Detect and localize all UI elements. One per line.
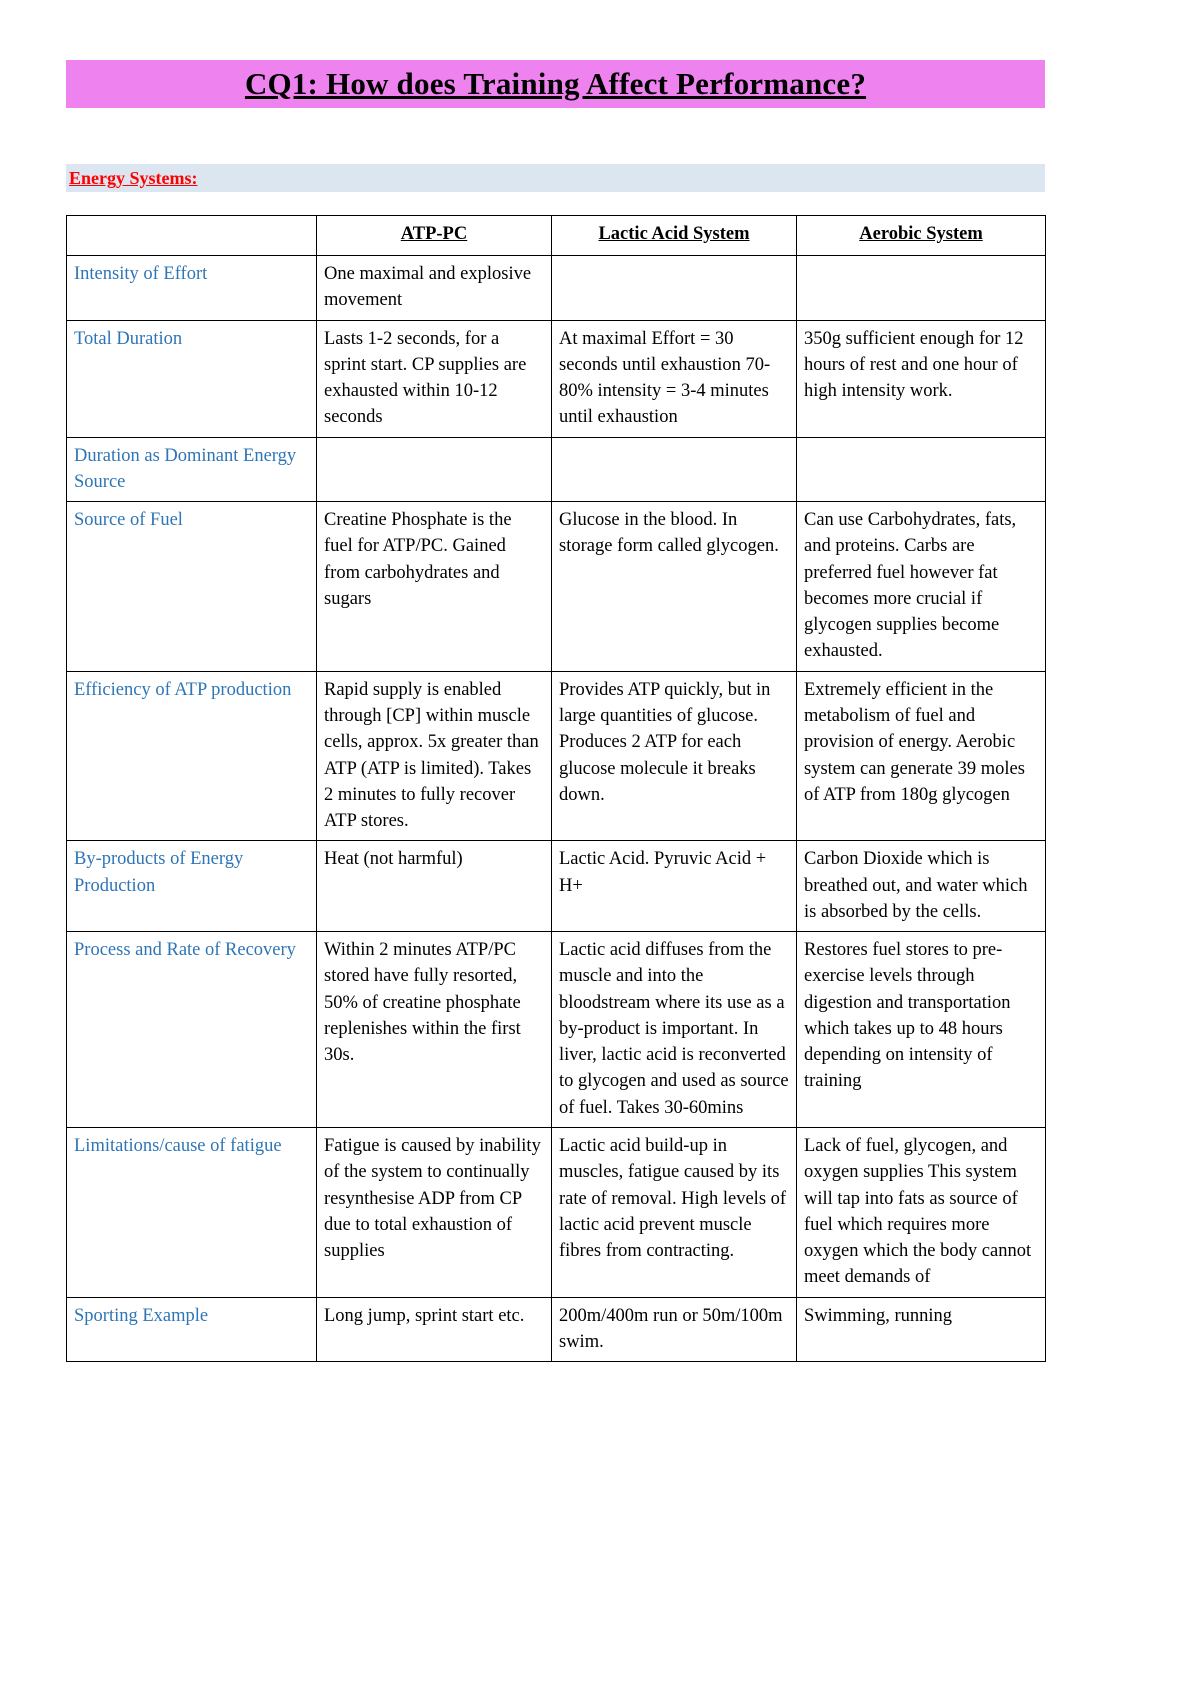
row-label-process-and-rate-of-recovery: Process and Rate of Recovery — [67, 932, 317, 1128]
cell-limitations-aerobic: Lack of fuel, glycogen, and oxygen supplies This system will tap into fats as source of fuel which requires more oxygen which the body cannot meet demands of — [797, 1127, 1046, 1297]
cell-source-of-fuel-atp-pc: Creatine Phosphate is the fuel for ATP/PC. Gained from carbohydrates and sugars — [317, 502, 552, 672]
cell-source-of-fuel-lactic: Glucose in the blood. In storage form called glycogen. — [552, 502, 797, 672]
row-label-limitations-cause-of-fatigue: Limitations/cause of fatigue — [67, 1127, 317, 1297]
table-row — [67, 671, 1046, 841]
cell-sporting-example-lactic: 200m/400m run or 50m/100m swim. — [552, 1297, 797, 1362]
cell-dominant-atp-pc — [317, 437, 552, 502]
cell-by-products-aerobic: Carbon Dioxide which is breathed out, and water which is absorbed by the cells. — [797, 841, 1046, 932]
table-row — [67, 256, 1046, 321]
cell-recovery-atp-pc: Within 2 minutes ATP/PC stored have fully resorted, 50% of creatine phosphate replenishes within the first 30s. — [317, 932, 552, 1128]
row-label-by-products-of-energy-production: By-products of Energy Production — [67, 841, 317, 932]
table-row — [67, 1127, 1046, 1297]
energy-systems-table — [66, 215, 1046, 1362]
cell-efficiency-atp-pc: Rapid supply is enabled through [CP] within muscle cells, approx. 5x greater than ATP (ATP is limited). Takes 2 minutes to fully recover ATP stores. — [317, 671, 552, 841]
cell-intensity-aerobic — [797, 256, 1046, 321]
cell-limitations-lactic: Lactic acid build-up in muscles, fatigue caused by its rate of removal. High levels of lactic acid prevent muscle fibres from contracting. — [552, 1127, 797, 1297]
cell-efficiency-aerobic: Extremely efficient in the metabolism of fuel and provision of energy. Aerobic system can generate 39 moles of ATP from 180g glycogen — [797, 671, 1046, 841]
cell-dominant-aerobic — [797, 437, 1046, 502]
cell-intensity-atp-pc: One maximal and explosive movement — [317, 256, 552, 321]
row-label-intensity-of-effort: Intensity of Effort — [67, 256, 317, 321]
section-heading: Energy Systems: — [69, 167, 198, 188]
cell-sporting-example-aerobic: Swimming, running — [797, 1297, 1046, 1362]
column-header-lactic-acid-system: Lactic Acid System — [552, 216, 797, 256]
cell-limitations-atp-pc: Fatigue is caused by inability of the system to continually resynthesise ADP from CP due to total exhaustion of supplies — [317, 1127, 552, 1297]
column-header-atp-pc: ATP-PC — [317, 216, 552, 256]
table-row — [67, 1297, 1046, 1362]
column-header-blank — [67, 216, 317, 256]
cell-total-duration-lactic: At maximal Effort = 30 seconds until exhaustion 70-80% intensity = 3-4 minutes until exhaustion — [552, 320, 797, 437]
row-label-duration-as-dominant-energy-source: Duration as Dominant Energy Source — [67, 437, 317, 502]
table-row — [67, 932, 1046, 1128]
row-label-source-of-fuel: Source of Fuel — [67, 502, 317, 672]
cell-total-duration-atp-pc: Lasts 1-2 seconds, for a sprint start. CP supplies are exhausted within 10-12 seconds — [317, 320, 552, 437]
cell-recovery-aerobic: Restores fuel stores to pre-exercise levels through digestion and transportation which takes up to 48 hours depending on intensity of training — [797, 932, 1046, 1128]
table-row — [67, 502, 1046, 672]
cell-by-products-atp-pc: Heat (not harmful) — [317, 841, 552, 932]
row-label-total-duration: Total Duration — [67, 320, 317, 437]
page-title: CQ1: How does Training Affect Performance? — [244, 66, 867, 101]
cell-sporting-example-atp-pc: Long jump, sprint start etc. — [317, 1297, 552, 1362]
cell-source-of-fuel-aerobic: Can use Carbohydrates, fats, and proteins. Carbs are preferred fuel however fat becomes more crucial if glycogen supplies become exhausted. — [797, 502, 1046, 672]
section-heading-banner — [66, 164, 1045, 192]
column-header-aerobic-system: Aerobic System — [797, 216, 1046, 256]
table-row — [67, 437, 1046, 502]
table-row — [67, 320, 1046, 437]
table-row — [67, 841, 1046, 932]
table-header-row — [67, 216, 1046, 256]
cell-recovery-lactic: Lactic acid diffuses from the muscle and into the bloodstream where its use as a by-product is important. In liver, lactic acid is reconverted to glycogen and used as source of fuel. Takes 30-60mins — [552, 932, 797, 1128]
cell-efficiency-lactic: Provides ATP quickly, but in large quantities of glucose. Produces 2 ATP for each glucose molecule it breaks down. — [552, 671, 797, 841]
row-label-sporting-example: Sporting Example — [67, 1297, 317, 1362]
page-title-banner — [66, 60, 1045, 108]
cell-intensity-lactic — [552, 256, 797, 321]
cell-dominant-lactic — [552, 437, 797, 502]
cell-total-duration-aerobic: 350g sufficient enough for 12 hours of rest and one hour of high intensity work. — [797, 320, 1046, 437]
row-label-efficiency-of-atp-production: Efficiency of ATP production — [67, 671, 317, 841]
cell-by-products-lactic: Lactic Acid. Pyruvic Acid + H+ — [552, 841, 797, 932]
